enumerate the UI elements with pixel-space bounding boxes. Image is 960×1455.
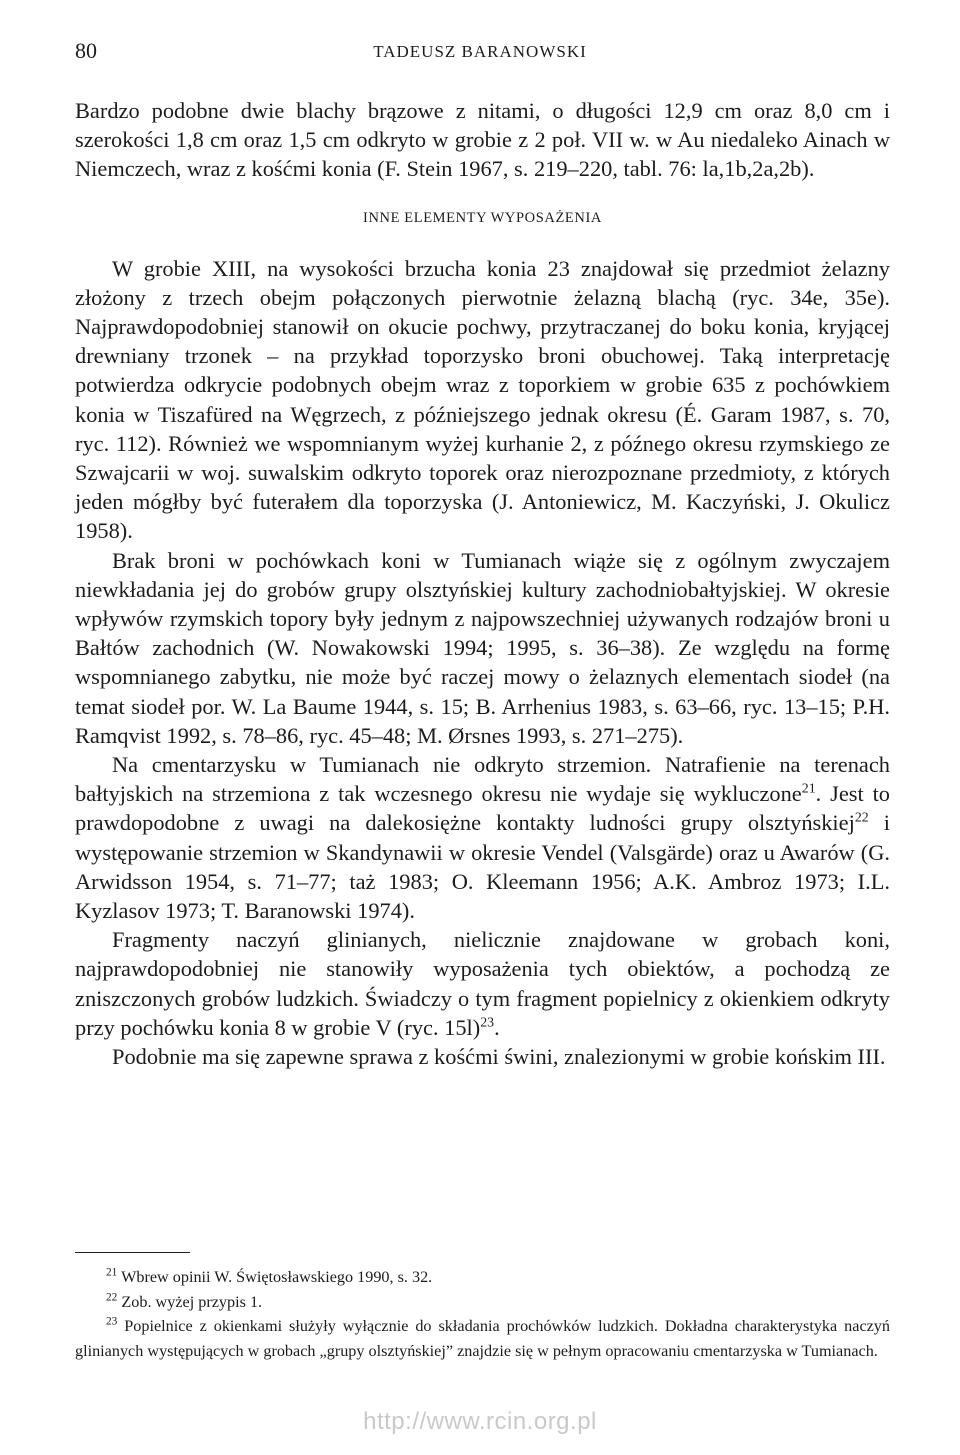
footnote-text: Wbrew opinii W. Świętosławskiego 1990, s. 32.	[117, 1268, 433, 1286]
paragraph: Brak broni w pochówkach koni w Tumianach wiąże się z ogólnym zwyczajem niewkładania jej do grobów grupy olsztyńskiej kultury zachodniobałtyjskiej. W okresie wpływów rzymskich topory były jednym z najpowszechniej używanych rodzajów broni u Bałtów zachodnich (W. Nowakowski 1994; 1995, s. 36–38). Ze względu na formę wspomnianego zabytku, nie może być raczej mowy o żelaznych elementach siodeł (na temat siodeł por. W. La Baume 1944, s. 15; B. Arrhenius 1983, s. 63–66, ryc. 13–15; P.H. Ramqvist 1992, s. 78–86, ryc. 45–48; M. Ørsnes 1993, s. 271–275).	[75, 547, 890, 748]
body-text	[75, 96, 890, 1071]
footnote-number: 21	[106, 1266, 118, 1279]
footnote-reference[interactable]: 23	[480, 1015, 495, 1031]
section-heading: INNE ELEMENTY WYPOSAŻENIA	[363, 209, 602, 226]
footnote	[75, 1265, 890, 1290]
footnote-reference[interactable]: 21	[801, 781, 816, 797]
footnotes	[75, 1265, 890, 1363]
footnote-number: 22	[106, 1291, 118, 1304]
paragraph-text: Na cmentarzysku w Tumianach nie odkryto strzemion. Natrafienie na terenach bałtyjskich na strzemiona z tak wczesnego okresu nie wydaje się wykluczone	[75, 752, 890, 807]
footnote-divider	[75, 1252, 190, 1253]
footnote-text: Popielnice z okienkami służyły wyłącznie do składania prochówków ludzkich. Dokładna charakterystyka naczyń glinianych występujących w grobach „grupy olsztyńskiej” znajdzie się w pełnym opracowaniu cmentarzyska w Tumianach.	[75, 1317, 890, 1360]
page-header	[75, 38, 885, 68]
running-head: TADEUSZ BARANOWSKI	[373, 42, 587, 61]
paragraph	[75, 925, 890, 1042]
page-number: 80	[75, 38, 97, 63]
footnote-number: 23	[106, 1315, 118, 1328]
footnote-reference[interactable]: 22	[854, 811, 869, 826]
paragraph	[75, 750, 890, 925]
paragraph: W grobie XIII, na wysokości brzucha konia 23 znajdował się przedmiot żelazny złożony z trzech obejm połączonych pierwotnie żelazną blachą (ryc. 34e, 35e). Najprawdopodobniej stanowił on okucie pochwy, przytraczanej do boku konia, kryjącej drewniany trzonek – na przykład toporzysko broni obuchowej. Taką interpretację potwierdza odkrycie podobnych obejm wraz z toporkiem w grobie 635 z pochówkiem konia w Tiszafüred na Węgrzech, z późniejszego jednak okresu (É. Garam 1987, s. 70, ryc. 112). Również we wspomnianym wyżej kurhanie 2, z późnego okresu rzymskiego ze Szwajcarii w woj. suwalskim odkryto toporek oraz nierozpoznane przedmioty, z których jeden mógłby być futerałem dla toporzyska (J. Antoniewicz, M. Kaczyński, J. Okulicz 1958).	[75, 255, 890, 544]
paragraph: Podobnie ma się zapewne sprawa z kośćmi świni, znalezionymi w grobie końskim III.	[112, 1044, 886, 1070]
paragraph: Bardzo podobne dwie blachy brązowe z nitami, o długości 12,9 cm oraz 8,0 cm i szerokości 1,8 cm oraz 1,5 cm odkryto w grobie z 2 poł. VII w. w Au niedaleko Ainach w Niemczech, wraz z kośćmi konia (F. Stein 1967, s. 219–220, tabl. 76: la,1b,2a,2b).	[75, 98, 890, 182]
footnote	[75, 1290, 890, 1315]
paragraph-text: Fragmenty naczyń glinianych, nielicznie znajdowane w grobach koni, najprawdopodobniej nie stanowiły wyposażenia tych obiektów, a pochodzą ze zniszczonych grobów ludzkich. Świadczy o tym fragment popielnicy z okienkiem odkryty przy pochówku konia 8 w grobie V (ryc. 15l)	[75, 927, 890, 1040]
paragraph-text: .	[494, 1014, 500, 1040]
watermark-url: http://www.rcin.org.pl	[363, 1408, 597, 1435]
footnote	[75, 1314, 890, 1363]
paragraph-text: . Jest to prawdopodobne z uwagi na dalekosiężne kontakty ludności grupy olsztyńskiej	[75, 781, 890, 836]
footnote-text: Zob. wyżej przypis 1.	[117, 1292, 263, 1311]
paragraph-text: i występowanie strzemion w Skandynawii w okresie Vendel (Valsgärde) oraz u Awarów (G. Arwidsson 1954, s. 71–77; taż 1983; O. Kleemann 1956; A.K. Ambroz 1973; I.L. Kyzlasov 1973; T. Baranowski 1974).	[75, 810, 890, 924]
